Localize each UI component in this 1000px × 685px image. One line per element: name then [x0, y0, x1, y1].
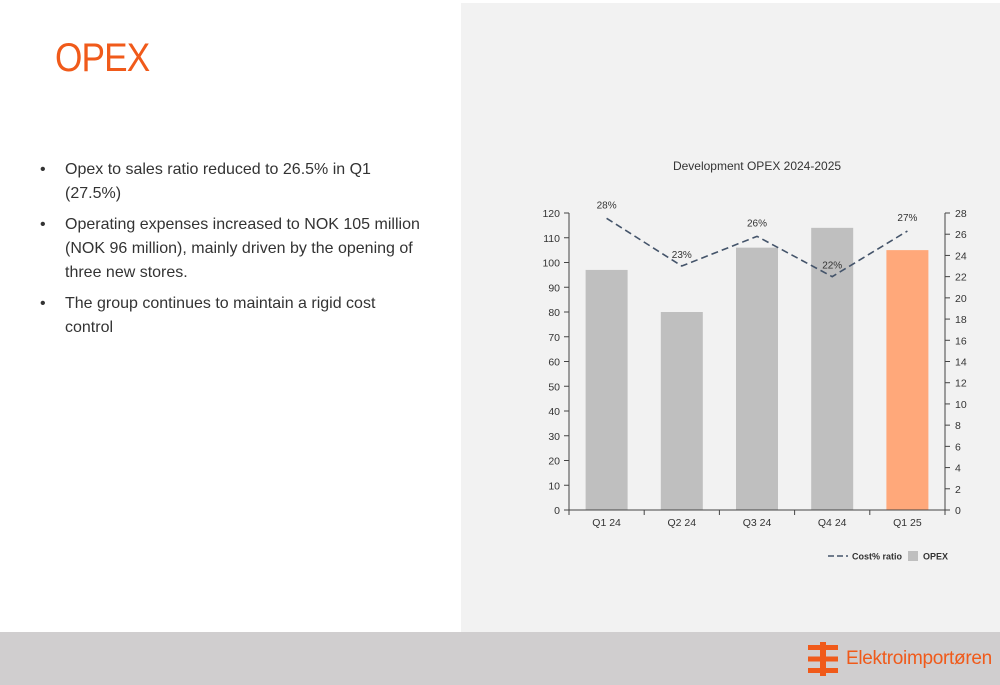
opex-bar	[661, 312, 703, 510]
left-axis-tick-label: 70	[548, 331, 560, 344]
bullet-symbol: •	[40, 216, 46, 233]
left-axis-tick-label: 80	[548, 307, 560, 319]
cost-ratio-data-label: 23%	[671, 250, 692, 262]
left-axis-tick-label: 40	[548, 406, 560, 418]
bullet-item	[40, 158, 420, 206]
left-axis-tick-label: 60	[548, 356, 560, 369]
bullet-text: The group continues to maintain a rigid cost control	[65, 295, 376, 336]
bullet-symbol: •	[40, 295, 46, 312]
right-axis-tick-label: 8	[955, 420, 961, 433]
right-axis-tick-label: 24	[955, 250, 967, 263]
page-title: OPEX	[55, 36, 150, 80]
left-axis-tick-label: 90	[548, 282, 560, 295]
left-axis-tick-label: 10	[548, 480, 560, 493]
cost-ratio-data-label: 26%	[746, 218, 768, 230]
bullet-list	[40, 158, 420, 347]
bullet-item	[40, 213, 420, 285]
right-axis-tick-label: 28	[955, 208, 967, 220]
left-axis-tick-label: 0	[554, 505, 560, 517]
opex-bar	[886, 250, 928, 510]
right-axis-tick-label: 10	[955, 398, 967, 411]
bullet-text: Operating expenses increased to NOK 105 million (NOK 96 million), mainly driven by the opening of three new stores.	[65, 216, 420, 281]
right-axis-tick-label: 18	[955, 314, 967, 327]
right-axis-tick-label: 22	[955, 271, 967, 284]
right-axis-tick-label: 4	[955, 462, 961, 475]
bullet-symbol: •	[40, 161, 46, 178]
opex-bar	[586, 270, 628, 510]
right-axis-tick-label: 20	[955, 292, 967, 305]
opex-chart	[461, 3, 1000, 603]
x-axis-tick-label: Q3 24	[742, 517, 772, 529]
left-axis-tick-label: 20	[548, 455, 560, 468]
opex-bar	[736, 248, 778, 510]
brand-name: Elektroimportøren	[846, 648, 992, 669]
chart-title: Development OPEX 2024-2025	[672, 159, 842, 173]
left-axis-tick-label: 30	[548, 430, 560, 443]
legend-line-label: Cost% ratio	[852, 551, 903, 562]
right-axis-tick-label: 26	[955, 229, 967, 242]
right-axis-tick-label: 16	[955, 335, 967, 348]
right-axis-tick-label: 14	[955, 356, 967, 369]
x-axis-tick-label: Q2 24	[667, 517, 697, 529]
legend-bar-swatch	[908, 551, 918, 561]
bullet-item	[40, 292, 420, 340]
brand-logo	[808, 642, 992, 676]
left-axis-tick-label: 120	[542, 208, 560, 220]
x-axis-tick-label: Q1 25	[893, 517, 922, 529]
right-axis-tick-label: 12	[955, 377, 967, 390]
bullet-text: Opex to sales ratio reduced to 26.5% in Q1 (27.5%)	[65, 161, 371, 202]
legend-bar-label: OPEX	[923, 551, 949, 562]
cost-ratio-data-label: 27%	[897, 213, 918, 225]
cost-ratio-data-label: 22%	[822, 260, 843, 272]
right-axis-tick-label: 6	[955, 441, 961, 454]
cost-ratio-data-label: 28%	[596, 200, 617, 212]
left-axis-tick-label: 100	[542, 257, 560, 270]
x-axis-tick-label: Q1 24	[592, 517, 621, 529]
right-axis-tick-label: 2	[955, 483, 961, 496]
left-axis-tick-label: 50	[548, 381, 560, 394]
left-axis-tick-label: 110	[543, 232, 560, 245]
x-axis-tick-label: Q4 24	[817, 517, 847, 529]
right-axis-tick-label: 0	[955, 505, 961, 517]
elektroimportoren-logo-icon	[808, 642, 838, 676]
